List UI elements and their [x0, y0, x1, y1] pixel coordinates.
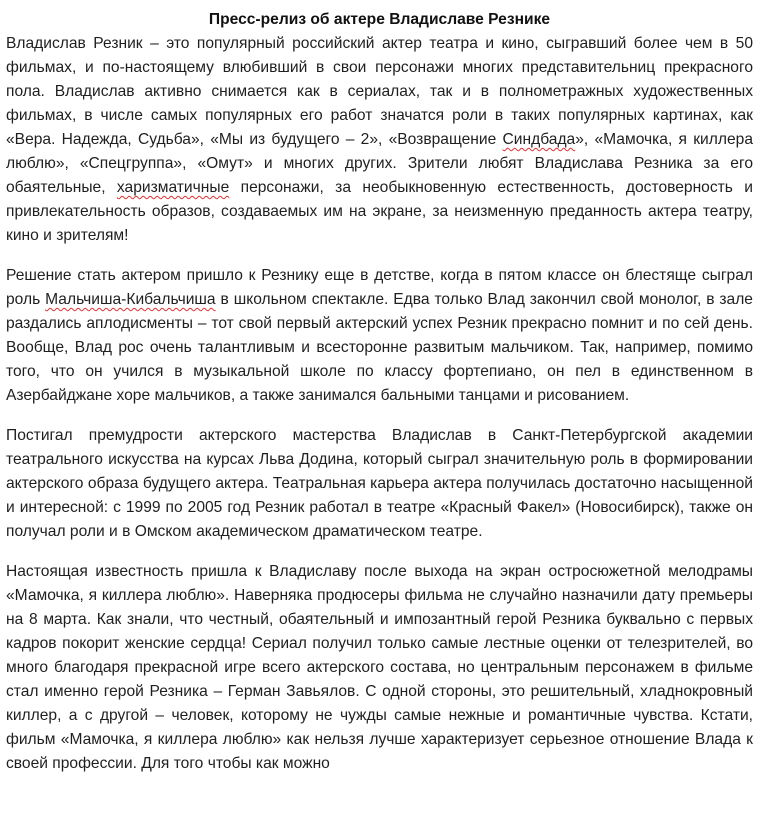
paragraph-text-run: Постигал премудрости актерского мастерства Владислав в Санкт-Петербургской академии театрального искусства на курсах Льва Додина, который сыграл значительную роль в формировании актерского образа будущего актера. Театральная карьера актера получилась достаточно насыщенной и интересной: с 1999 по 2005 год Резник работал в театре «Красный Факел» (Новосибирск), также он получал роли и в Омском академическом драматическом театре. [6, 427, 753, 540]
paragraph-1 [6, 32, 753, 248]
paragraph-2 [6, 264, 753, 408]
document-title: Пресс-релиз об актере Владиславе Резнике [208, 11, 551, 28]
paragraph-text-run: в школьном спектакле. Едва только Влад закончил свой монолог, в зале раздались аплодисменты – тот свой первый актерский успех Резник прекрасно помнит и по сей день. Вообще, Влад рос очень талантливым и всесторонне развитым мальчиком. Так, например, помимо того, что он учился в музыкальной школе по классу фортепиано, он пел в единственном в Азербайджане хоре мальчиков, а также занимался бальными танцами и рисованием. [6, 291, 753, 404]
document-body [6, 32, 753, 776]
paragraph-text-run: Владислав Резник – это популярный российский актер театра и кино, сыгравший более чем в 50 фильмах, и по-настоящему влюбивший в свои персонажи многих представительниц прекрасного пола. Владислав активно снимается как в сериалах, так и в полнометражных художественных фильмах, в числе самых популярных его работ значатся роли в таких популярных картинах, как «Вера. Надежда, Судьба», «Мы из будущего – 2», «Возвращение [6, 35, 753, 148]
paragraph-3 [6, 424, 753, 544]
spellcheck-flagged-word: Синдбада [502, 131, 576, 148]
paragraph-text-run: Решение стать актером пришло к Резнику еще в детстве, когда в пятом классе он блестяще сыграл роль [6, 267, 753, 308]
spellcheck-flagged-word: харизматичные [116, 179, 230, 196]
paragraph-4 [6, 560, 753, 776]
paragraph-text-run: персонажи, за необыкновенную естественность, достоверность и привлекательность образов, создаваемых им на экране, за неизменную преданность актера театру, кино и зрителям! [6, 179, 753, 244]
spellcheck-flagged-word: Мальчиша-Кибальчиша [45, 291, 216, 308]
document-page [6, 0, 753, 838]
paragraph-text-run: Настоящая известность пришла к Владиславу после выхода на экран остросюжетной мелодрамы «Мамочка, я киллера люблю». Наверняка продюсеры фильма не случайно назначили дату премьеры на 8 марта. Как знали, что честный, обаятельный и импозантный герой Резника буквально с первых кадров покорит женские сердца! Сериал получил только самые лестные оценки от телезрителей, во много благодаря прекрасной игре всего актерского состава, но центральным персонажем в фильме стал именно герой Резника – Герман Завьялов. С одной стороны, это решительный, хладнокровный киллер, а с другой – человек, которому не чужды самые нежные и романтичные чувства. Кстати, фильм «Мамочка, я киллера люблю» как нельзя лучше характеризует серьезное отношение Влада к своей профессии. Для того чтобы как можно [6, 563, 753, 772]
paragraph-text-run: », «Мамочка, я киллера люблю», «Спецгруппа», «Омут» и многих других. Зрители любят Владислава Резника за его обаятельные, [6, 131, 753, 196]
